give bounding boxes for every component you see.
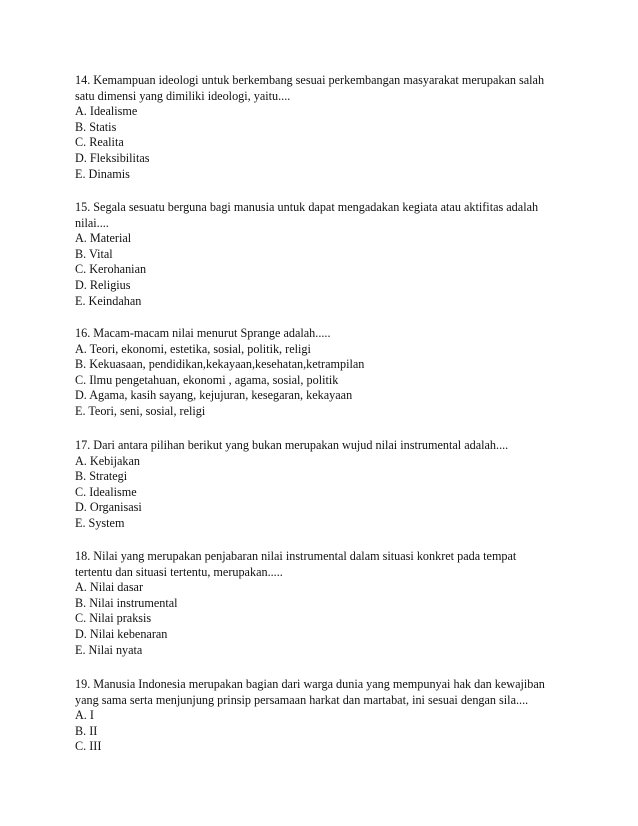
question-text-line: tertentu dan situasi tertentu, merupakan..... <box>75 564 283 579</box>
option-a: A. Idealisme <box>75 104 138 119</box>
question-17 <box>75 438 565 532</box>
question-text <box>75 73 565 104</box>
option-e: E. Dinamis <box>75 166 130 181</box>
question-text-line: satu dimensi yang dimiliki ideologi, yaitu.... <box>75 88 291 103</box>
question-18 <box>75 549 565 658</box>
question-text <box>75 200 565 231</box>
option-a: A. Material <box>75 231 132 246</box>
option-b: B. II <box>75 723 98 738</box>
question-16 <box>75 326 565 420</box>
option-d: D. Organisasi <box>75 500 142 515</box>
option-a: A. I <box>75 708 94 723</box>
question-15 <box>75 200 565 309</box>
option-e: E. Nilai nyata <box>75 642 143 657</box>
option-c: C. Idealisme <box>75 484 137 499</box>
question-text <box>75 326 565 342</box>
question-text-line: yang sama serta menjunjung prinsip persamaan harkat dan martabat, ini sesuai dengan sila.... <box>75 692 529 707</box>
option-b: B. Kekuasaan, pendidikan,kekayaan,kesehatan,ketrampilan <box>75 357 365 372</box>
option-e: E. Keindahan <box>75 293 142 308</box>
option-c: C. Ilmu pengetahuan, ekonomi , agama, sosial, politik <box>75 372 339 387</box>
question-text-line: 19. Manusia Indonesia merupakan bagian dari warga dunia yang mempunyai hak dan kewajiban <box>75 677 545 691</box>
question-14 <box>75 73 565 182</box>
option-c: C. III <box>75 739 102 754</box>
option-e: E. Teori, seni, sosial, religi <box>75 403 206 418</box>
question-text-line: 18. Nilai yang merupakan penjabaran nilai instrumental dalam situasi konkret pada tempat <box>75 549 517 563</box>
option-a: A. Kebijakan <box>75 453 140 468</box>
question-19 <box>75 677 565 755</box>
option-b: B. Nilai instrumental <box>75 595 178 610</box>
option-d: D. Religius <box>75 277 131 292</box>
question-text <box>75 438 565 454</box>
question-text-line: 17. Dari antara pilihan berikut yang bukan merupakan wujud nilai instrumental adalah.... <box>75 438 509 452</box>
option-a: A. Teori, ekonomi, estetika, sosial, politik, religi <box>75 341 311 356</box>
option-d: D. Nilai kebenaran <box>75 626 168 641</box>
question-text-line: 14. Kemampuan ideologi untuk berkembang sesuai perkembangan masyarakat merupakan salah <box>75 73 545 87</box>
question-text-line: nilai.... <box>75 215 109 230</box>
question-text <box>75 549 565 580</box>
question-text-line: 15. Segala sesuatu berguna bagi manusia untuk dapat mengadakan kegiata atau aktifitas adalah <box>75 200 539 214</box>
option-c: C. Realita <box>75 135 124 150</box>
option-b: B. Statis <box>75 119 117 134</box>
option-c: C. Kerohanian <box>75 262 147 277</box>
option-b: B. Strategi <box>75 469 128 484</box>
option-d: D. Fleksibilitas <box>75 150 150 165</box>
option-e: E. System <box>75 515 125 530</box>
option-d: D. Agama, kasih sayang, kejujuran, kesegaran, kekayaan <box>75 388 353 403</box>
question-text <box>75 677 565 708</box>
question-text-line: 16. Macam-macam nilai menurut Sprange adalah..... <box>75 326 331 340</box>
option-c: C. Nilai praksis <box>75 611 152 626</box>
option-b: B. Vital <box>75 246 113 261</box>
option-a: A. Nilai dasar <box>75 580 144 595</box>
